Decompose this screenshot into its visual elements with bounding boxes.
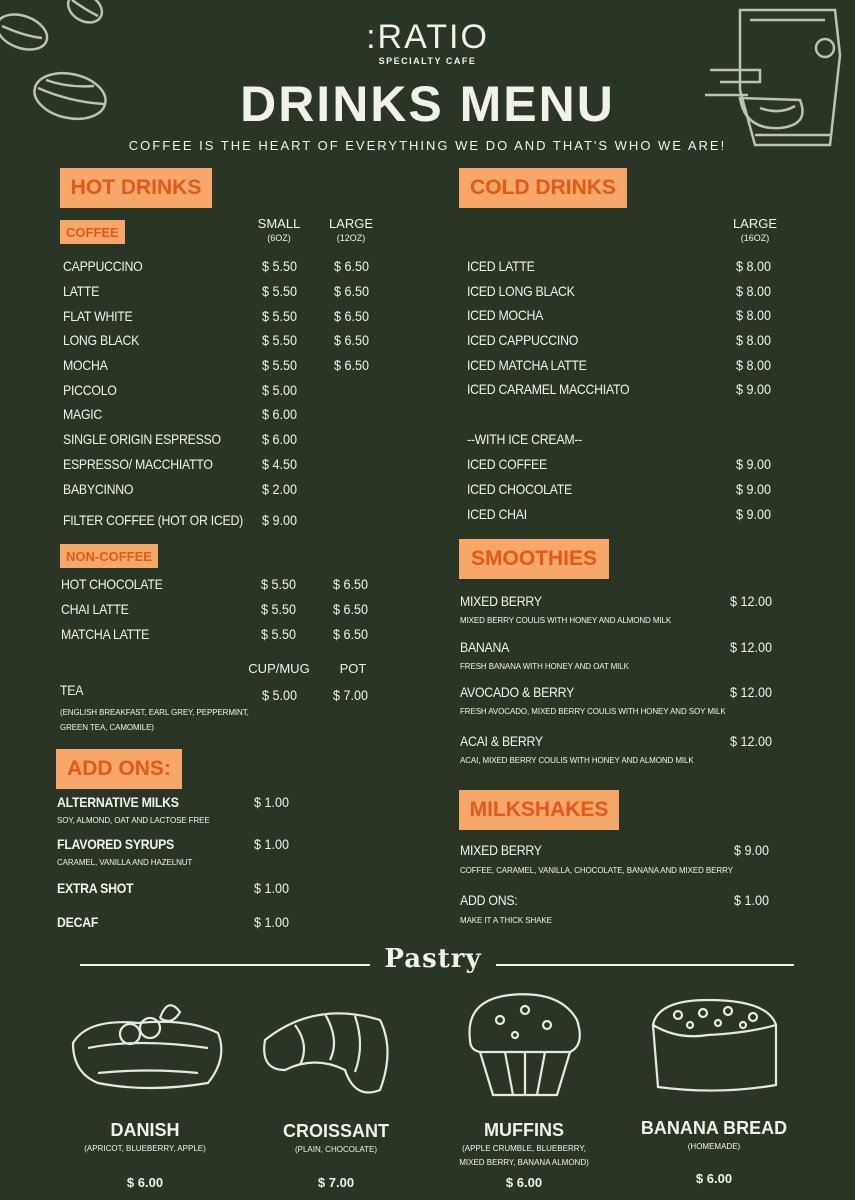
pastry-price: $ 6.00 — [695, 1171, 733, 1186]
tea-cup-price: $ 5.00 — [262, 687, 298, 703]
coffee-item-name: FLAT WHITE — [63, 308, 133, 324]
milkshake-desc: MAKE IT A THICK SHAKE — [460, 916, 552, 925]
tea-desc-1: (ENGLISH BREAKFAST, EARL GREY, PEPPERMINT, — [60, 708, 249, 717]
noncoffee-item-small-price: $ 5.50 — [261, 576, 297, 592]
col-small-sub: (6OZ) — [267, 233, 291, 243]
logo-wordmark: :RATIO — [366, 18, 489, 56]
coffee-item-small-price: $ 5.50 — [262, 332, 298, 348]
addons-heading: ADD ONS: — [56, 749, 182, 789]
tea-pot-price: $ 7.00 — [333, 687, 369, 703]
addon-price: $ 1.00 — [254, 836, 290, 852]
coffee-item-name: FILTER COFFEE (HOT OR ICED) — [63, 512, 243, 528]
cold-item-name: ICED LONG BLACK — [467, 283, 575, 299]
smoothie-name: MIXED BERRY — [460, 593, 542, 609]
pastry-name: DANISH — [110, 1120, 180, 1140]
logo-tagline: SPECIALTY CAFE — [378, 56, 477, 66]
noncoffee-item-large-price: $ 6.50 — [333, 601, 369, 617]
coffee-item-small-price: $ 5.50 — [262, 258, 298, 274]
coffee-item-large-price: $ 6.50 — [334, 357, 370, 373]
coffee-item-small-price: $ 5.50 — [262, 357, 298, 373]
col-large-header — [326, 217, 376, 245]
coffee-item-large-price: $ 6.50 — [334, 332, 370, 348]
pastry-name: BANANA BREAD — [640, 1118, 788, 1138]
smoothie-name: BANANA — [460, 639, 510, 655]
smoothie-name: ACAI & BERRY — [460, 733, 543, 749]
coffee-item-small-price: $ 5.50 — [262, 308, 298, 324]
smoothie-price: $ 12.00 — [730, 684, 773, 700]
col-large-label: LARGE — [328, 216, 374, 231]
pastry-desc-2: MIXED BERRY, BANANA ALMOND) — [459, 1158, 589, 1167]
cold-item-price: $ 8.00 — [736, 283, 772, 299]
milkshake-price: $ 9.00 — [734, 842, 770, 858]
coffee-item-small-price: $ 6.00 — [262, 431, 298, 447]
icecream-item-price: $ 9.00 — [736, 481, 772, 497]
noncoffee-item-small-price: $ 5.50 — [261, 626, 297, 642]
icecream-item-name: ICED CHOCOLATE — [467, 481, 572, 497]
cold-item-price: $ 8.00 — [736, 332, 772, 348]
milkshake-desc: COFFEE, CARAMEL, VANILLA, CHOCOLATE, BANANA AND MIXED BERRY — [460, 866, 733, 875]
coffee-item-small-price: $ 5.50 — [262, 283, 298, 299]
banana-bread-icon — [648, 995, 783, 1100]
noncoffee-item-small-price: $ 5.50 — [261, 601, 297, 617]
cold-col-large-header — [730, 217, 780, 245]
coffee-item-name: CAPPUCCINO — [63, 258, 143, 274]
pastry-heading: Pastry — [384, 944, 482, 974]
coffee-item-name: PICCOLO — [63, 382, 117, 398]
pastry-name: CROISSANT — [282, 1121, 389, 1141]
croissant-icon — [255, 1000, 405, 1105]
icecream-item-name: ICED COFFEE — [467, 456, 547, 472]
smoothies-heading: SMOOTHIES — [459, 539, 609, 579]
addon-name: ALTERNATIVE MILKS — [57, 794, 179, 810]
noncoffee-item-name: CHAI LATTE — [61, 601, 129, 617]
addon-desc: SOY, ALMOND, OAT AND LACTOSE FREE — [57, 816, 210, 825]
noncoffee-label: NON-COFFEE — [60, 544, 158, 568]
smoothie-price: $ 12.00 — [730, 733, 773, 749]
danish-icon — [68, 998, 228, 1098]
coffee-item-small-price: $ 9.00 — [262, 512, 298, 528]
smoothie-desc: MIXED BERRY COULIS WITH HONEY AND ALMOND MILK — [460, 616, 672, 625]
smoothie-price: $ 12.00 — [730, 593, 773, 609]
addon-price: $ 1.00 — [254, 914, 290, 930]
cold-col-large-label: LARGE — [732, 216, 778, 231]
coffee-item-name: SINGLE ORIGIN ESPRESSO — [63, 431, 221, 447]
cold-item-price: $ 8.00 — [736, 307, 772, 323]
page-title: DRINKS MENU — [240, 76, 615, 132]
noncoffee-item-name: MATCHA LATTE — [61, 626, 150, 642]
icecream-item-name: ICED CHAI — [467, 506, 527, 522]
milkshake-name: ADD ONS: — [460, 892, 518, 908]
addon-price: $ 1.00 — [254, 794, 290, 810]
noncoffee-item-large-price: $ 6.50 — [333, 576, 369, 592]
smoothie-name: AVOCADO & BERRY — [460, 684, 575, 700]
pastry-price: $ 6.00 — [126, 1175, 164, 1190]
pastry-desc-1: (PLAIN, CHOCOLATE) — [294, 1145, 378, 1154]
milkshakes-heading: MILKSHAKES — [459, 790, 619, 830]
milkshake-price: $ 1.00 — [734, 892, 770, 908]
pastry-price: $ 7.00 — [317, 1175, 355, 1190]
icecream-item-price: $ 9.00 — [736, 506, 772, 522]
coffee-item-name: LONG BLACK — [63, 332, 140, 348]
cold-item-name: ICED MOCHA — [467, 307, 544, 323]
cold-item-price: $ 8.00 — [736, 258, 772, 274]
smoothie-desc: FRESH AVOCADO, MIXED BERRY COULIS WITH HONEY AND SOY MILK — [460, 707, 726, 716]
pastry-divider-left — [80, 964, 370, 966]
coffee-item-small-price: $ 5.00 — [262, 382, 298, 398]
muffin-icon — [465, 990, 585, 1100]
pastry-desc-1: (APPLE CRUMBLE, BLUEBERRY, — [462, 1144, 586, 1153]
logo — [0, 18, 855, 66]
tea-desc-2: GREEN TEA, CAMOMILE) — [60, 723, 154, 732]
coffee-item-name: ESPRESSO/ MACCHIATTO — [63, 456, 213, 472]
addon-name: FLAVORED SYRUPS — [57, 836, 174, 852]
coffee-item-name: LATTE — [63, 283, 100, 299]
smoothie-price: $ 12.00 — [730, 639, 773, 655]
cold-col-large-sub: (16OZ) — [740, 233, 770, 243]
coffee-item-name: MAGIC — [63, 406, 103, 422]
hot-drinks-heading: HOT DRINKS — [60, 168, 212, 208]
pastry-name: MUFFINS — [484, 1120, 564, 1140]
smoothie-desc: FRESH BANANA WITH HONEY AND OAT MILK — [460, 662, 629, 671]
col-cup-header: CUP/MUG — [248, 661, 310, 676]
pastry-desc-1: (HOMEMADE) — [687, 1142, 741, 1151]
icecream-item-price: $ 9.00 — [736, 456, 772, 472]
addon-name: EXTRA SHOT — [57, 880, 134, 896]
pastry-price: $ 6.00 — [505, 1175, 543, 1190]
cold-item-name: ICED MATCHA LATTE — [467, 357, 587, 373]
coffee-item-large-price: $ 6.50 — [334, 308, 370, 324]
coffee-item-large-price: $ 6.50 — [334, 258, 370, 274]
coffee-item-small-price: $ 4.50 — [262, 456, 298, 472]
coffee-item-small-price: $ 6.00 — [262, 406, 298, 422]
col-small-header — [254, 217, 304, 245]
coffee-item-name: MOCHA — [63, 357, 108, 373]
cold-item-name: ICED LATTE — [467, 258, 535, 274]
milkshake-name: MIXED BERRY — [460, 842, 542, 858]
noncoffee-item-name: HOT CHOCOLATE — [61, 576, 163, 592]
cold-item-name: ICED CAPPUCCINO — [467, 332, 579, 348]
col-pot-header: POT — [339, 661, 367, 676]
col-large-sub: (12OZ) — [336, 233, 366, 243]
addon-name: DECAF — [57, 914, 99, 930]
col-small-label: SMALL — [257, 216, 301, 231]
pastry-divider-right — [496, 964, 794, 966]
cold-item-name: ICED CARAMEL MACCHIATO — [467, 381, 630, 397]
addon-desc: CARAMEL, VANILLA AND HAZELNUT — [57, 858, 193, 867]
cold-item-price: $ 9.00 — [736, 381, 772, 397]
cold-drinks-heading: COLD DRINKS — [459, 168, 627, 208]
coffee-item-name: BABYCINNO — [63, 481, 134, 497]
coffee-item-large-price: $ 6.50 — [334, 283, 370, 299]
coffee-item-small-price: $ 2.00 — [262, 481, 298, 497]
smoothie-desc: ACAI, MIXED BERRY COULIS WITH HONEY AND ALMOND MILK — [460, 756, 694, 765]
icecream-label: --WITH ICE CREAM-- — [467, 431, 583, 447]
page-subtitle: COFFEE IS THE HEART OF EVERYTHING WE DO AND THAT'S WHO WE ARE! — [128, 138, 727, 153]
pastry-desc-1: (APRICOT, BLUEBERRY, APPLE) — [84, 1144, 206, 1153]
addon-price: $ 1.00 — [254, 880, 290, 896]
tea-name: TEA — [60, 682, 84, 698]
noncoffee-item-large-price: $ 6.50 — [333, 626, 369, 642]
cold-item-price: $ 8.00 — [736, 357, 772, 373]
coffee-label: COFFEE — [60, 220, 125, 244]
